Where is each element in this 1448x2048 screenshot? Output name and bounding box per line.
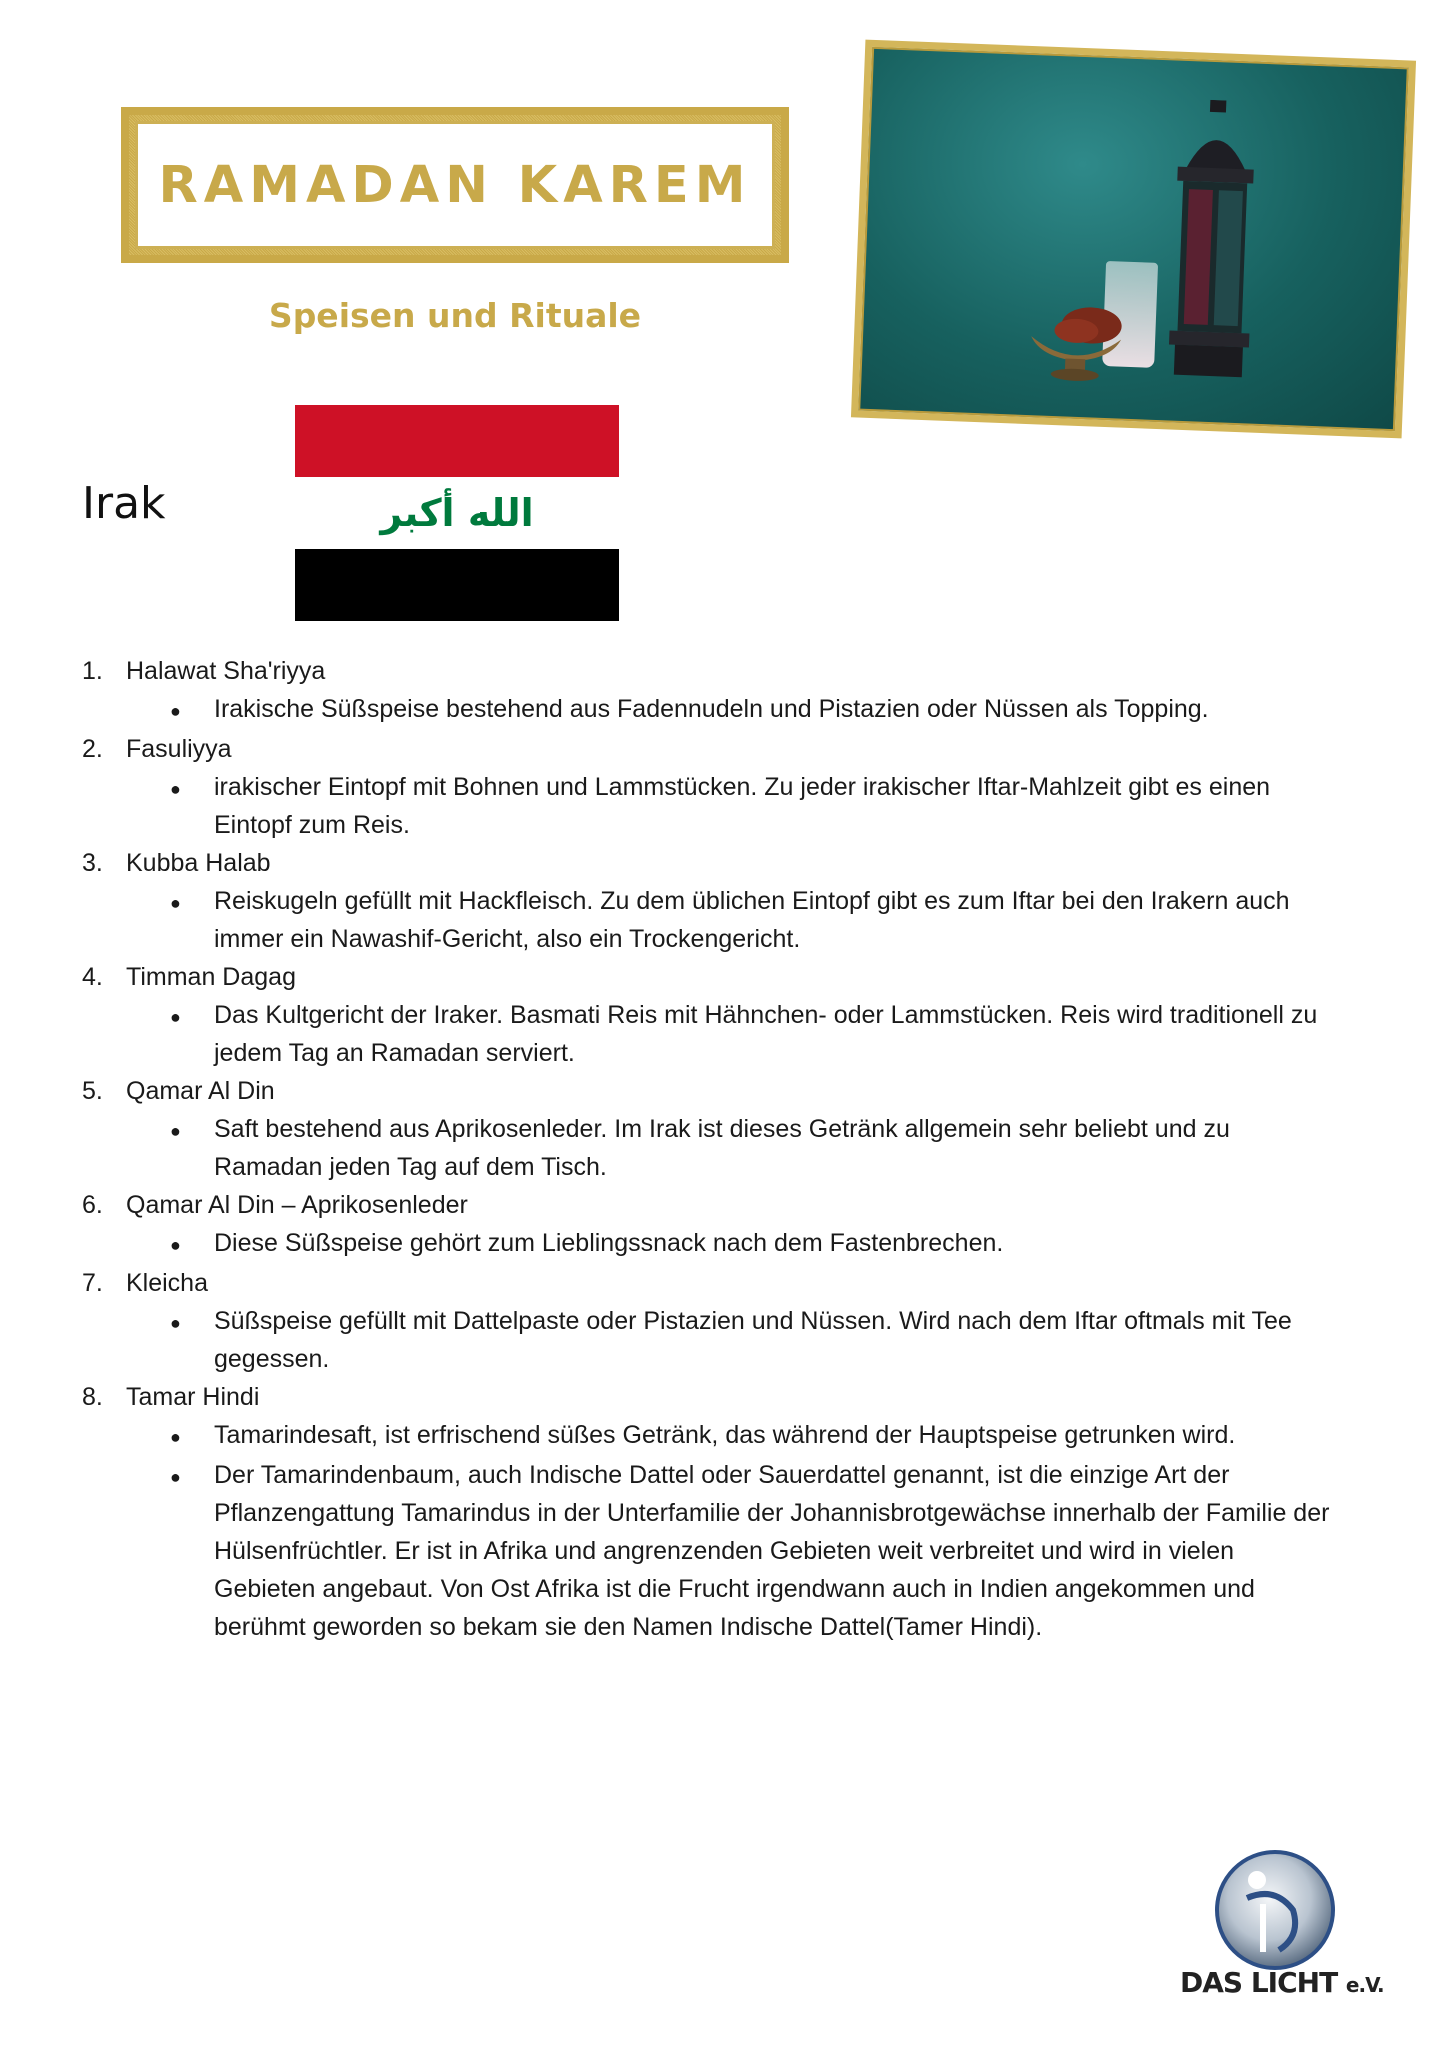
dish-heading: [82, 1378, 1382, 1416]
dish-heading: [82, 730, 1382, 768]
dish-heading: [82, 1264, 1382, 1302]
dish-note: [170, 690, 1382, 730]
dish-note-text: Diese Süßspeise gehört zum Lieblingssnack nach dem Fastenbrechen.: [214, 1229, 1004, 1257]
dish-note: [170, 1416, 1382, 1456]
bullet-dot-icon: [170, 882, 214, 958]
dish-note-text: Der Tamarindenbaum, auch Indische Dattel oder Sauerdattel genannt, ist die einzige Art der Pflanzengattung Tamarindus in der Unterfamilie der Johannisbrotgewächse innerhalb der Familie der Hülsenfrüchtler. Er ist in Afrika und angrenzenden Gebieten weit verbreitet und wird in vielen Gebieten angebaut. Von Ost Afrika ist die Frucht irgendwann auch in Indien angekommen und berühmt geworden so bekam sie den Namen Indische Dattel(Tamer Hindi).: [214, 1461, 1330, 1641]
dish-name: Kleicha: [126, 1269, 208, 1297]
dish-note: [170, 996, 1382, 1072]
dish-note: [170, 882, 1382, 958]
bullet-dot-icon: [170, 1456, 214, 1646]
photo-scene: [858, 47, 1409, 431]
dish-number: 1.: [82, 657, 103, 685]
dish-list: [82, 652, 1382, 1646]
page-subtitle: Speisen und Rituale: [268, 296, 642, 335]
dish-note: [170, 768, 1382, 844]
flag-inscription: الله أكبر: [380, 491, 534, 535]
dates-bowl-icon: [1019, 301, 1132, 385]
dish-notes: [82, 768, 1382, 844]
dish-number: 3.: [82, 849, 103, 877]
title-frame: [121, 107, 789, 263]
dish-item: [82, 958, 1382, 1072]
dish-name: Halawat Sha'riyya: [126, 657, 326, 685]
dish-note: [170, 1110, 1382, 1186]
dish-heading: [82, 844, 1382, 882]
dish-heading: [82, 1072, 1382, 1110]
dish-note-text: Reiskugeln gefüllt mit Hackfleisch. Zu dem üblichen Eintopf gibt es zum Iftar bei den Irakern auch immer ein Nawashif-Gericht, also ein Trockengericht.: [214, 887, 1290, 953]
dish-note-text: Tamarindesaft, ist erfrischend süßes Getränk, das während der Hauptspeise getrunken wird.: [214, 1421, 1236, 1449]
iraq-flag: [295, 405, 619, 621]
dish-number: 4.: [82, 963, 103, 991]
dish-item: [82, 730, 1382, 844]
flag-red-stripe: [295, 405, 619, 477]
dish-number: 5.: [82, 1077, 103, 1105]
dish-number: 7.: [82, 1269, 103, 1297]
dish-note: [170, 1224, 1382, 1264]
dish-heading: [82, 958, 1382, 996]
dish-notes: [82, 1224, 1382, 1264]
dish-note-text: Süßspeise gefüllt mit Dattelpaste oder Pistazien und Nüssen. Wird nach dem Iftar oftmals mit Tee gegessen.: [214, 1307, 1292, 1373]
dish-heading: [82, 652, 1382, 690]
dish-notes: [82, 882, 1382, 958]
bullet-dot-icon: [170, 690, 214, 730]
dish-note-text: irakischer Eintopf mit Bohnen und Lammstücken. Zu jeder irakischer Iftar-Mahlzeit gibt es einen Eintopf zum Reis.: [214, 773, 1271, 839]
dish-number: 6.: [82, 1191, 103, 1219]
country-name: Irak: [82, 478, 166, 529]
bullet-dot-icon: [170, 1110, 214, 1186]
dish-item: [82, 1072, 1382, 1186]
dish-heading: [82, 1186, 1382, 1224]
dish-notes: [82, 996, 1382, 1072]
flag-white-stripe: [295, 477, 619, 549]
dish-note: [170, 1302, 1382, 1378]
dish-note-text: Das Kultgericht der Iraker. Basmati Reis mit Hähnchen- oder Lammstücken. Reis wird traditionell zu jedem Tag an Ramadan serviert.: [214, 1001, 1318, 1067]
bullet-dot-icon: [170, 996, 214, 1072]
dish-notes: [82, 690, 1382, 730]
dish-note-text: Irakische Süßspeise bestehend aus Fadennudeln und Pistazien oder Nüssen als Topping.: [214, 695, 1209, 723]
dish-number: 8.: [82, 1383, 103, 1411]
bullet-dot-icon: [170, 768, 214, 844]
flag-black-stripe: [295, 549, 619, 621]
dish-name: Tamar Hindi: [126, 1383, 260, 1411]
dish-number: 2.: [82, 735, 103, 763]
bullet-dot-icon: [170, 1302, 214, 1378]
dish-note: [170, 1456, 1382, 1646]
ramadan-lantern-photo: [851, 40, 1416, 439]
dish-name: Qamar Al Din – Aprikosenleder: [126, 1191, 468, 1219]
bullet-dot-icon: [170, 1416, 214, 1456]
logo-suffix: e.V.: [1345, 1973, 1384, 1997]
dish-item: [82, 1378, 1382, 1646]
dish-notes: [82, 1302, 1382, 1378]
dish-name: Qamar Al Din: [126, 1077, 275, 1105]
title-frame-inner: [135, 121, 775, 249]
dish-name: Kubba Halab: [126, 849, 271, 877]
page-title: RAMADAN KAREM: [158, 155, 752, 215]
dish-name: Timman Dagag: [126, 963, 296, 991]
dish-item: [82, 652, 1382, 730]
dish-notes: [82, 1416, 1382, 1646]
dish-note-text: Saft bestehend aus Aprikosenleder. Im Irak ist dieses Getränk allgemein sehr beliebt und zu Ramadan jeden Tag auf dem Tisch.: [214, 1115, 1230, 1181]
bullet-dot-icon: [170, 1224, 214, 1264]
logo-text: [1180, 1966, 1384, 1999]
dish-item: [82, 1186, 1382, 1264]
dish-notes: [82, 1110, 1382, 1186]
dish-item: [82, 844, 1382, 958]
dish-item: [82, 1264, 1382, 1378]
dish-name: Fasuliyya: [126, 735, 232, 763]
logo-name: DAS LICHT: [1180, 1966, 1338, 1999]
lantern-icon: [1148, 98, 1279, 382]
